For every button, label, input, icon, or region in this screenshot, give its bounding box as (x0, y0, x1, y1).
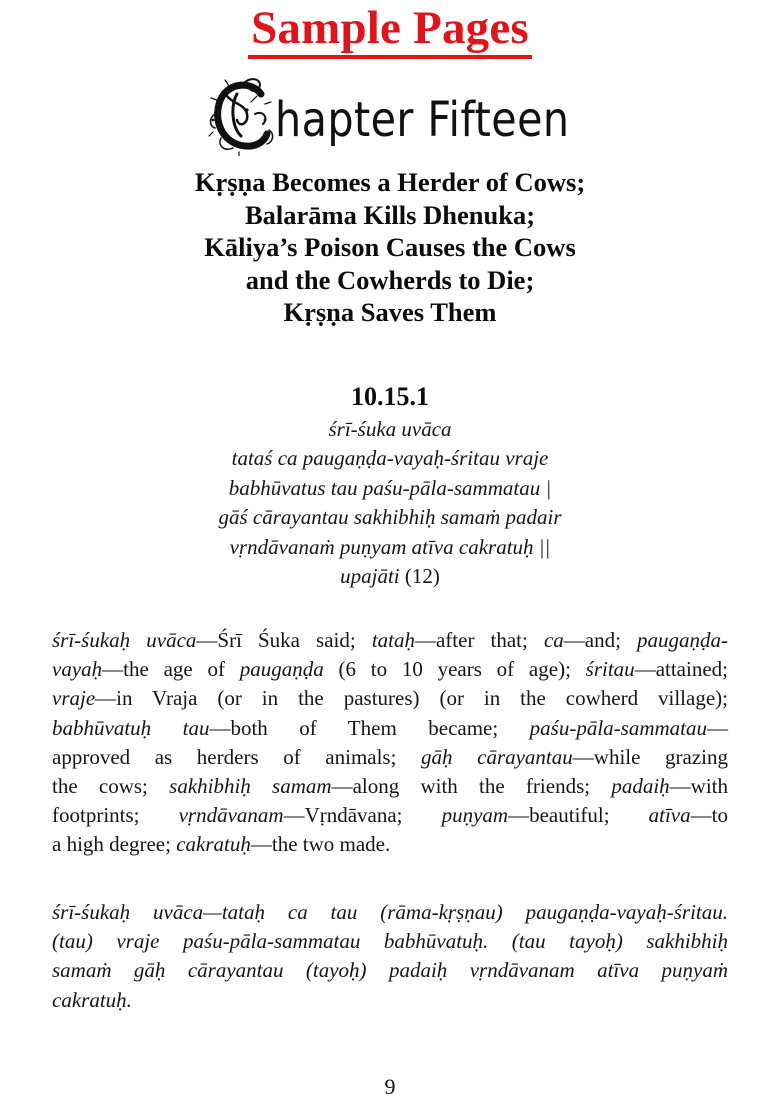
ornamental-drop-cap-icon (207, 74, 277, 156)
sanskrit-term: atīva (648, 803, 691, 828)
synonym-line (52, 626, 728, 655)
sanskrit-term: vṛndāvanam (178, 803, 284, 828)
synonym-line (52, 830, 728, 859)
sanskrit-term: śritau (585, 657, 635, 682)
prose-line: samaṁ gāḥ cārayantau (tayoḥ) padaiḥ vṛndāvanam atīva puṇyaṁ (52, 958, 728, 983)
gloss-text: —Śrī Śuka said; (196, 628, 372, 652)
verse-line: vṛndāvanaṁ puṇyam atīva cakratuḥ || (229, 534, 551, 559)
subtitle-line: and the Cowherds to Die; (245, 264, 535, 295)
sample-pages-banner (0, 2, 780, 59)
gloss-text: —along with the friends; (331, 774, 612, 799)
prose-line: śrī-śukaḥ uvāca—tataḥ ca tau (rāma-kṛṣṇau) paugaṇḍa-vayaḥ-śritau. (52, 900, 728, 924)
prose-order (52, 898, 728, 1015)
chapter-title-text: hapter Fifteen (274, 92, 570, 148)
gloss-text: —in Vraja (or in the pastures) (or in the cowherd village); (95, 686, 728, 711)
verse-speaker: śrī-śuka uvāca (328, 417, 452, 441)
gloss-text: —the two made. (250, 832, 391, 857)
prose-line: cakratuḥ. (52, 987, 132, 1012)
subtitle-line: Kṛṣṇa Saves Them (283, 297, 497, 327)
sanskrit-term: vayaḥ (52, 657, 103, 682)
sanskrit-term: tataḥ (371, 628, 415, 652)
gloss-text: —after that; (414, 628, 544, 652)
verse-line: tataś ca paugaṇḍa-vayaḥ-śritau vraje (231, 446, 549, 471)
gloss-text: —both of Them became; (209, 715, 530, 740)
gloss-text: —beautiful; (508, 803, 649, 828)
sanskrit-term: padaiḥ (611, 774, 670, 799)
banner-text: Sample Pages (248, 2, 532, 59)
subtitle-line: Balarāma Kills Dhenuka; (244, 199, 536, 230)
gloss-text: (6 to 10 years of age); (323, 657, 586, 682)
meter-count: (12) (404, 564, 440, 589)
sanskrit-term: puṇyam (441, 803, 509, 828)
gloss-text: the cows; (52, 774, 170, 799)
synonym-line (52, 743, 728, 772)
sanskrit-term: gāḥ cārayantau (421, 744, 573, 769)
subtitle-line: Kāliya’s Poison Causes the Cows (204, 232, 576, 262)
verse-meter (0, 562, 780, 591)
verse-line: babhūvatus tau paśu-pāla-sammatau | (228, 475, 552, 500)
sanskrit-term: paugaṇḍa- (637, 628, 729, 652)
gloss-text: —while grazing (572, 744, 728, 769)
prose-line: (tau) vraje paśu-pāla-sammatau babhūvatuḥ. (tau tayoḥ) sakhibhiḥ (52, 929, 728, 954)
synonym-line (52, 684, 728, 713)
synonym-line (52, 801, 728, 830)
gloss-text: footprints; (52, 803, 179, 828)
gloss-text: —Vṛndāvana; (283, 803, 442, 828)
word-for-word-synonyms (52, 626, 728, 860)
verse-number: 10.15.1 (351, 382, 429, 411)
sanskrit-term: sakhibhiḥ samam (169, 774, 332, 799)
sanskrit-term: paugaṇḍa (239, 657, 324, 682)
sanskrit-verse (0, 415, 780, 591)
page-number: 9 (384, 1074, 396, 1099)
sanskrit-term: paśu-pāla-sammatau (529, 715, 707, 740)
gloss-text: —to (690, 803, 728, 828)
sanskrit-term: babhūvatuḥ tau (52, 715, 210, 740)
sanskrit-term: ca (543, 628, 564, 652)
sanskrit-term: śrī-śukaḥ uvāca (52, 628, 197, 652)
subtitle-line: Kṛṣṇa Becomes a Herder of Cows; (194, 167, 586, 197)
chapter-subtitle (0, 166, 780, 329)
synonym-line (52, 772, 728, 801)
gloss-text: a high degree; (52, 832, 177, 857)
gloss-text: —attained; (634, 657, 728, 682)
gloss-text: approved as herders of animals; (52, 744, 422, 769)
verse-line: gāś cārayantau sakhibhiḥ samaṁ padair (218, 505, 562, 530)
gloss-text: —with (669, 774, 729, 799)
sanskrit-term: cakratuḥ (176, 832, 251, 857)
chapter-title (0, 68, 780, 154)
gloss-text: — (707, 715, 728, 740)
synonym-line (52, 655, 728, 684)
gloss-text: —the age of (102, 657, 240, 682)
meter-name: upajāti (340, 564, 400, 589)
gloss-text: —and; (563, 628, 638, 652)
synonym-line (52, 714, 728, 743)
sanskrit-term: vraje (52, 686, 96, 711)
